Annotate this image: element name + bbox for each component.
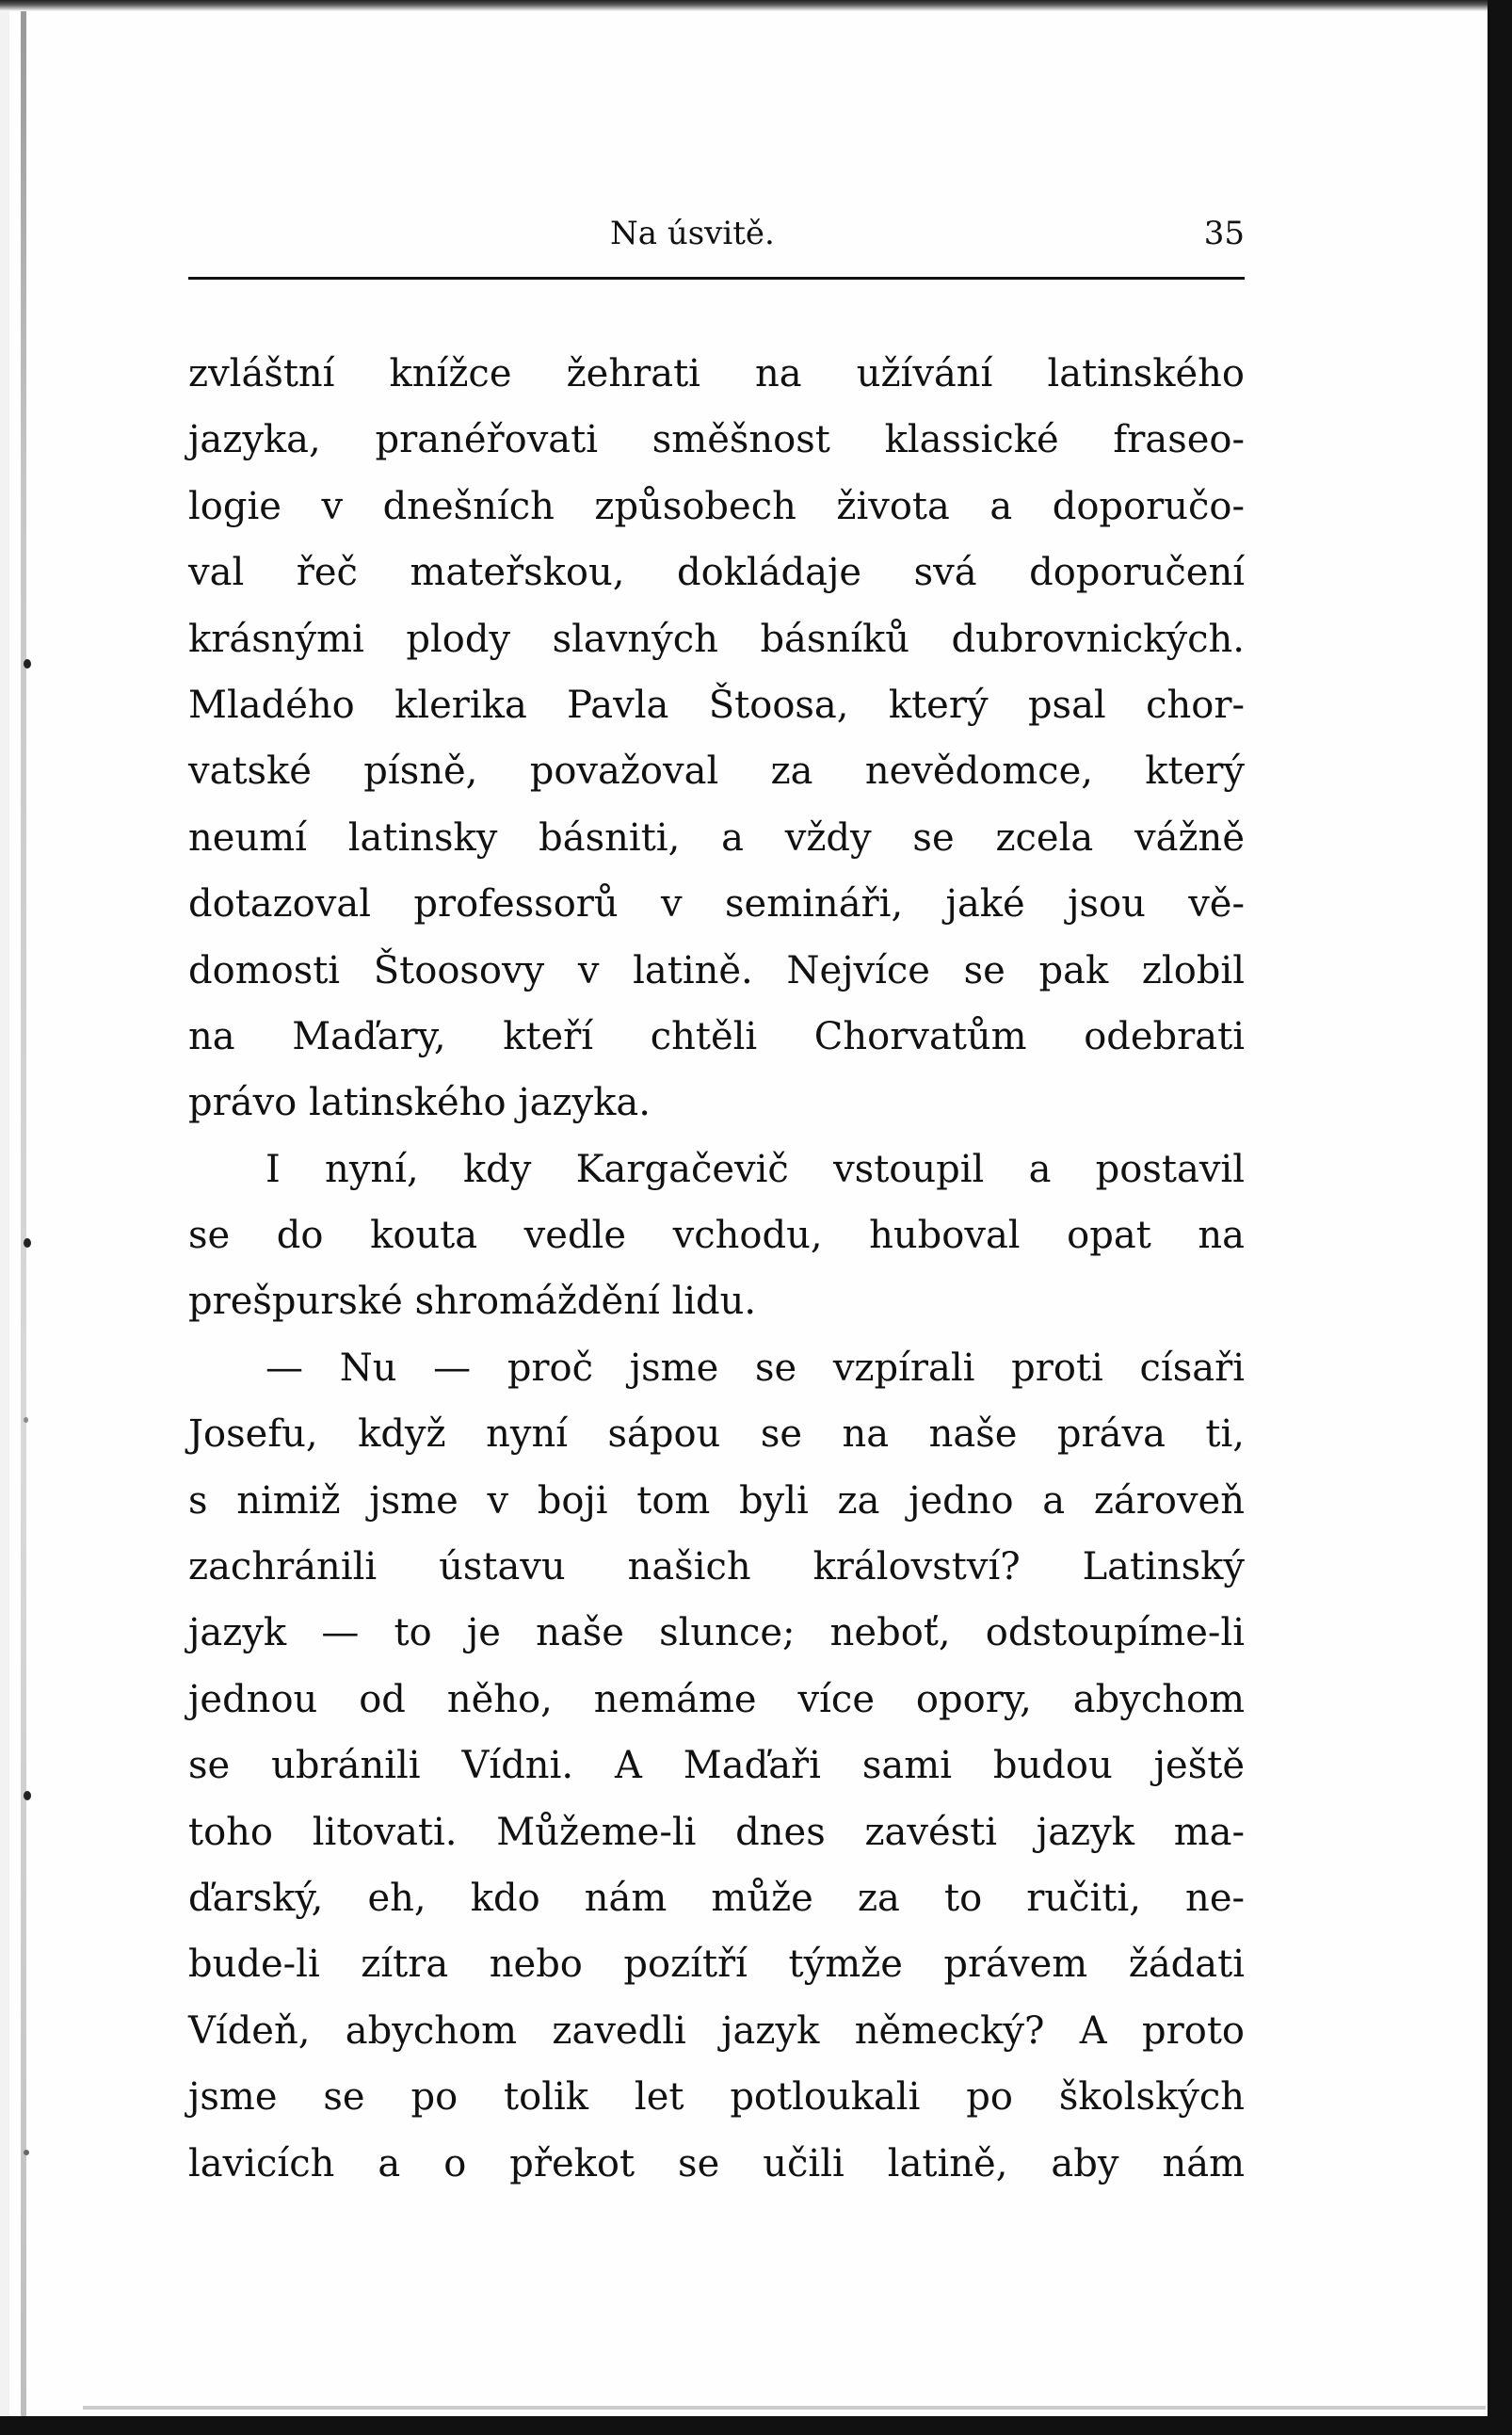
text-line: Vídeň, abychom zavedli jazyk německý? A proto [188, 2008, 1245, 2053]
text-line: domosti Štoosovy v latině. Nejvíce se pak zlobil [188, 948, 1245, 992]
scan-speck [24, 659, 31, 669]
text-line: Mladého klerika Pavla Štoosa, který psal chor- [188, 683, 1245, 727]
running-head [188, 215, 1245, 267]
body-text [188, 341, 1245, 2197]
text-line: dotazoval professorů v semináři, jaké jsou vě- [188, 882, 1245, 927]
paragraph-first-line: — Nu — proč jsme se vzpírali proti císaři [265, 1346, 1245, 1390]
text-line: logie v dnešních způsobech života a doporučo- [188, 484, 1245, 528]
scan-speck [24, 1238, 31, 1248]
text-line: jazyka, pranéřovati směšnost klassické fraseo- [188, 418, 1245, 462]
scan-border-right [1488, 0, 1512, 2435]
scan-border-top [0, 0, 1512, 11]
page-number: 35 [1203, 215, 1245, 252]
scan-bottom-edge [83, 2406, 1486, 2410]
text-line: bude-li zítra nebo pozítří týmže právem žádati [188, 1943, 1245, 1987]
scan-border-bottom [0, 2416, 1512, 2435]
text-line: Josefu, když nyní sápou se na naše práva ti, [188, 1412, 1245, 1457]
running-title: Na úsvitě. [610, 215, 775, 252]
scan-speck [24, 1417, 28, 1423]
text-line: krásnými plody slavných básníků dubrovnických. [188, 617, 1245, 661]
text-line: val řeč mateřskou, dokládaje svá doporučení [188, 551, 1245, 595]
scan-speck [24, 1791, 31, 1800]
text-line: na Maďary, kteří chtěli Chorvatům odebrati [188, 1014, 1245, 1058]
text-line: s nimiž jsme v boji tom byli za jedno a zároveň [188, 1478, 1245, 1523]
text-line: jazyk — to je naše slunce; neboť, odstoupíme-li [188, 1611, 1245, 1655]
text-line: se ubránili Vídni. A Maďaři sami budou ještě [188, 1744, 1245, 1788]
scan-spine-shadow [21, 0, 26, 2435]
header-rule [188, 277, 1245, 280]
scan-margin-left [0, 0, 9, 2435]
text-line: zvláštní knížce žehrati na užívání latinského [188, 352, 1245, 395]
text-line: toho litovati. Můžeme-li dnes zavésti jazyk ma- [188, 1810, 1245, 1854]
text-line: zachránili ústavu našich království? Latinský [188, 1545, 1245, 1589]
text-line: se do kouta vedle vchodu, huboval opat na [188, 1214, 1245, 1258]
paragraph-end-line: prešpurské shromáždění lidu. [188, 1280, 757, 1324]
text-line: jsme se po tolik let potloukali po školských [188, 2075, 1245, 2120]
text-line: jednou od něho, nemáme více opory, abychom [188, 1677, 1245, 1721]
paragraph-first-line: I nyní, kdy Kargačevič vstoupil a postavil [265, 1147, 1245, 1191]
text-line: vatské písně, považoval za nevědomce, který [188, 750, 1245, 794]
scan-speck [24, 2150, 29, 2155]
text-line: lavicích a o překot se učili latině, aby nám [188, 2141, 1245, 2185]
text-line: neumí latinsky básniti, a vždy se zcela vážně [188, 815, 1245, 860]
text-line: ďarský, eh, kdo nám může za to ručiti, ne- [188, 1876, 1245, 1920]
paragraph-end-line: právo latinského jazyka. [188, 1081, 651, 1125]
